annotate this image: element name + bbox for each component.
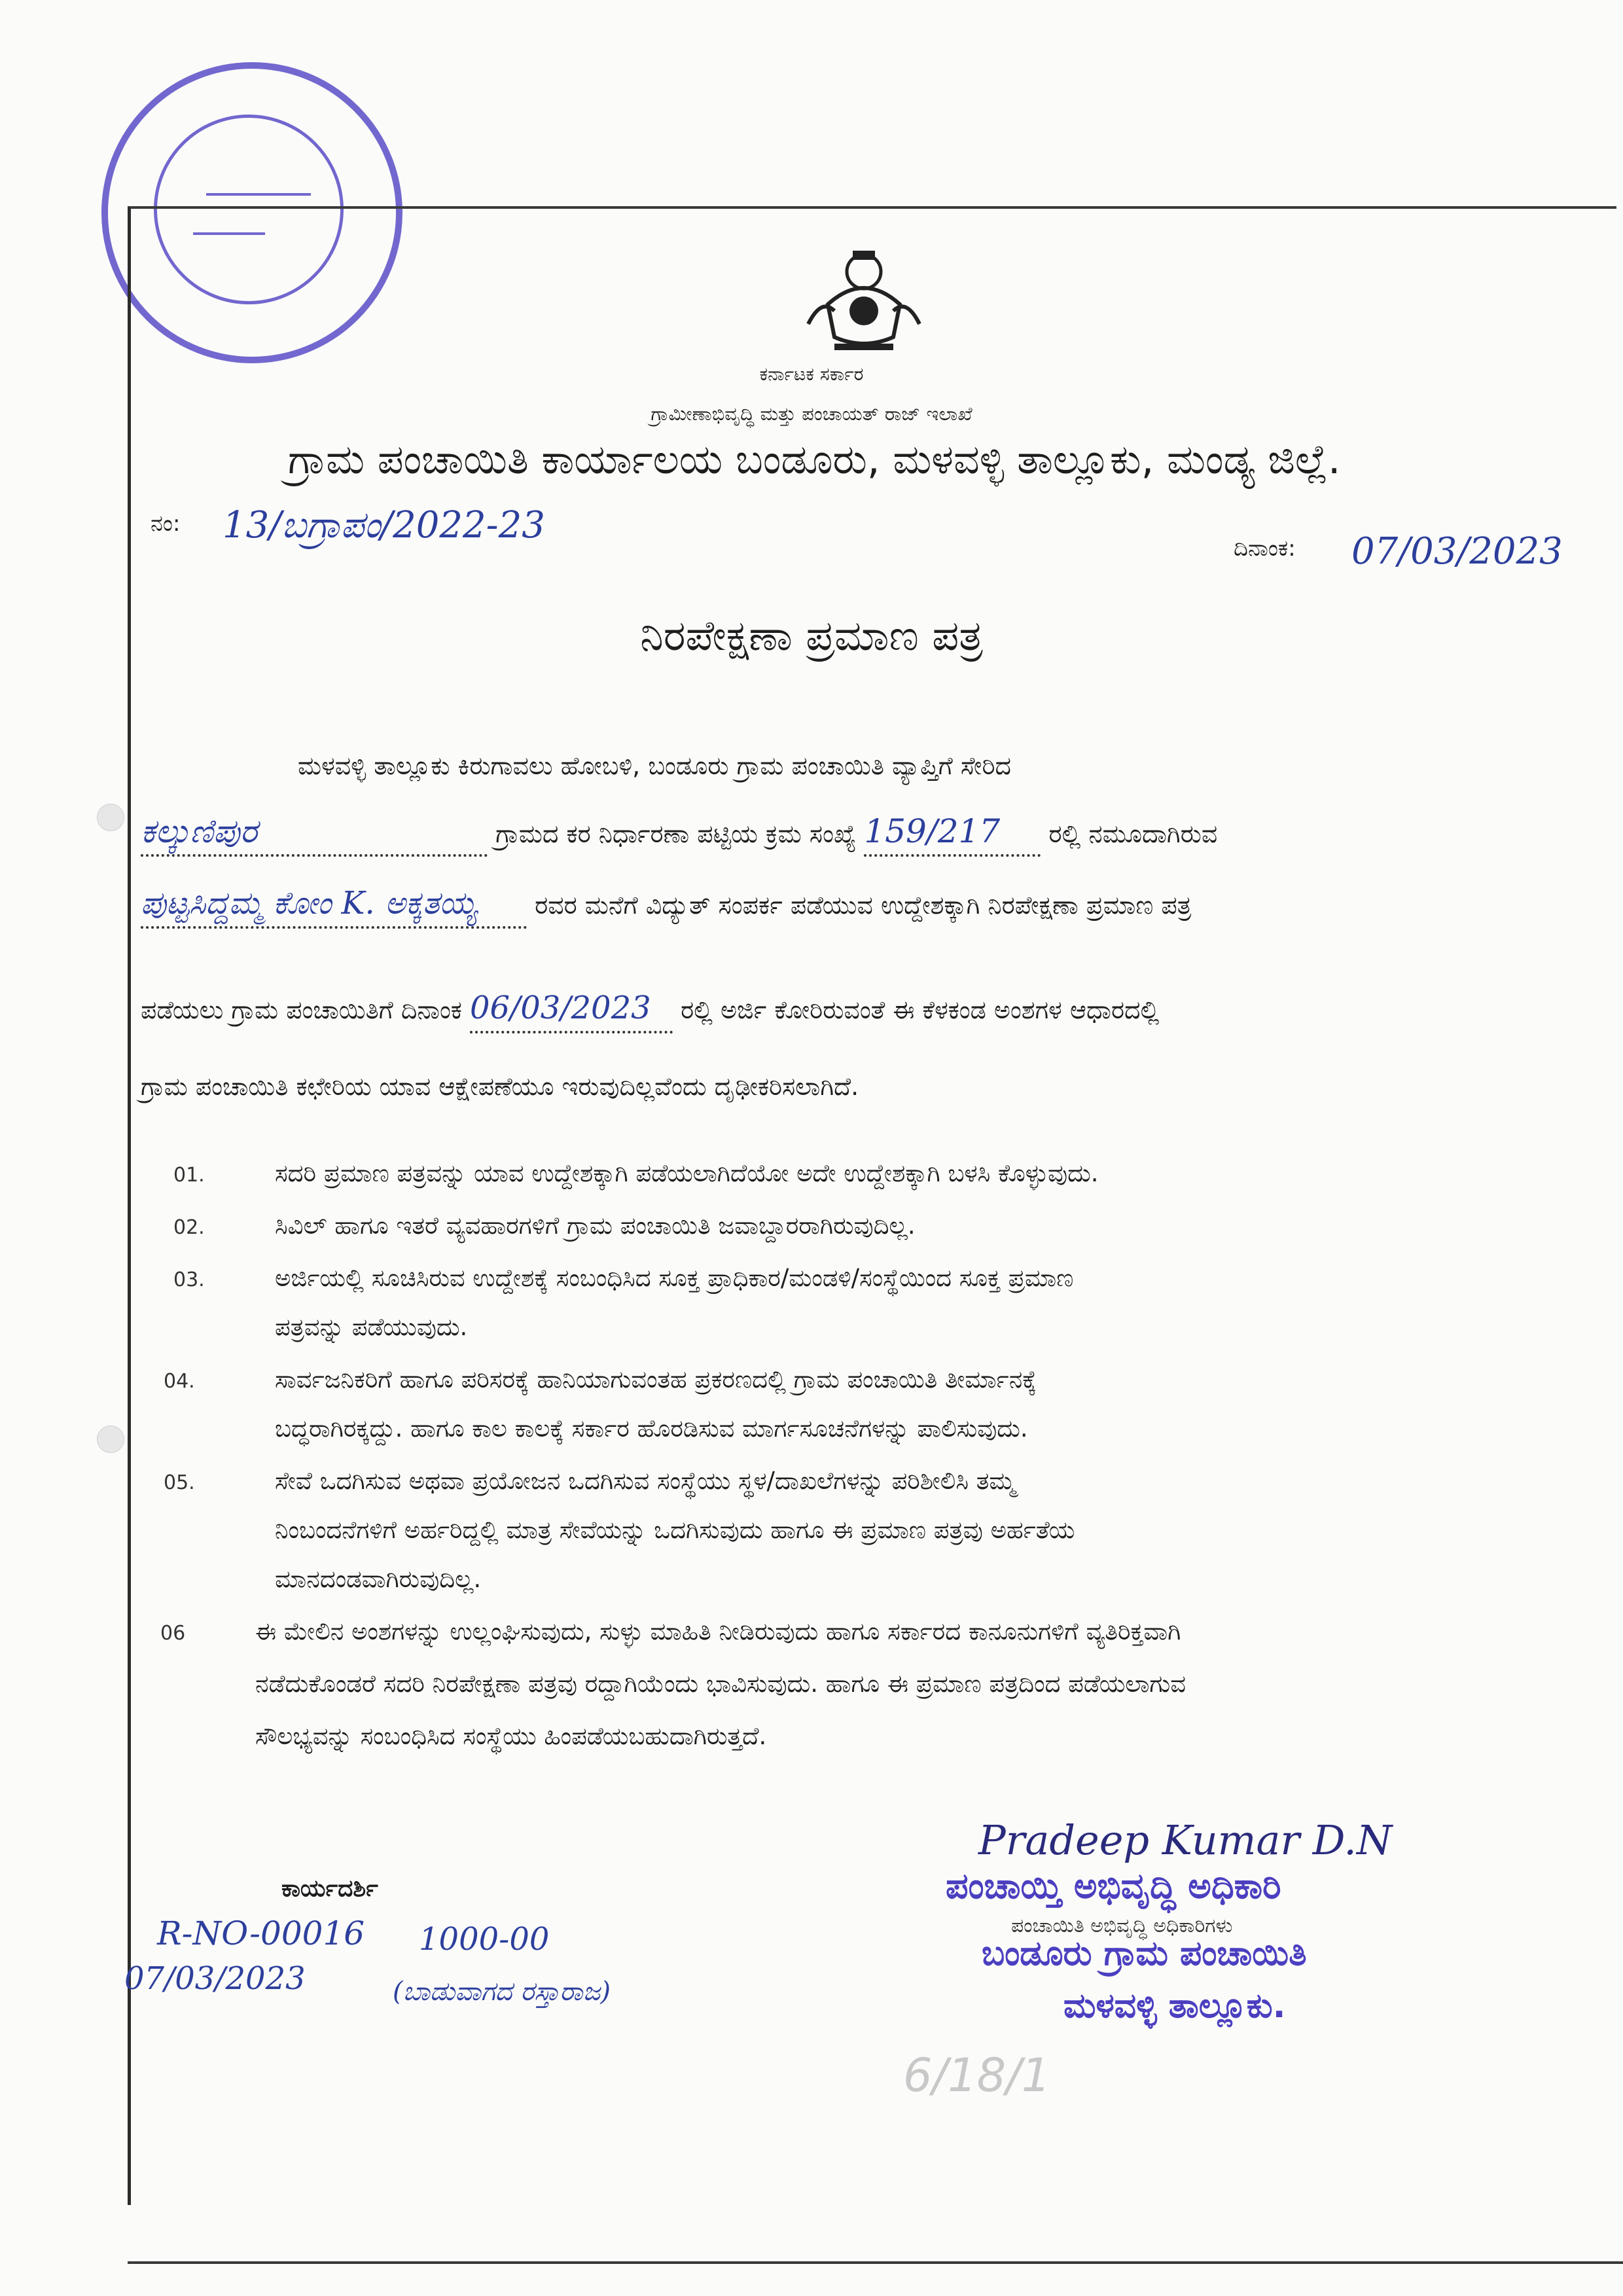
para-line2: ಗ್ರಾಮದ ಕರ ನಿರ್ಧಾರಣಾ ಪಟ್ಟಿಯ ಕ್ರಮ ಸಂಖ್ಯೆ: [495, 819, 857, 848]
secretary-label: ಕಾರ್ಯದರ್ಶಿ: [281, 1875, 378, 1902]
condition-text: ಸಾರ್ವಜನಿಕರಿಗೆ ಹಾಗೂ ಪರಿಸರಕ್ಕೆ ಹಾನಿಯಾಗುವಂತಹ ಪ್ರಕರಣದಲ್ಲಿ ಗ್ರಾಮ ಪಂಚಾಯಿತಿ ತೀರ್ಮಾನಕ್ಕೆ: [275, 1365, 1037, 1393]
date-value: 07/03/2023: [1351, 530, 1563, 573]
ref-no-label: ನಂ:: [151, 511, 181, 537]
condition-text: ನಿಂಬಂದನೆಗಳಿಗೆ ಅರ್ಹರಿದ್ದಲ್ಲಿ ಮಾತ್ರ ಸೇವೆಯನ್ನು ಒದಗಿಸುವುದು ಹಾಗೂ ಈ ಪ್ರಮಾಣ ಪತ್ರವು ಅರ್ಹತೆಯ: [275, 1516, 1075, 1544]
govt-name: ಕರ್ನಾಟಕ ಸರ್ಕಾರ: [759, 363, 864, 385]
receipt-date: 07/03/2023: [124, 1960, 306, 1997]
para-line5: ಗ್ರಾಮ ಪಂಚಾಯಿತಿ ಕಛೇರಿಯ ಯಾವ ಆಕ್ಷೇಪಣೆಯೂ ಇರುವುದಿಲ್ಲವೆಂದು ದೃಢೀಕರಿಸಲಾಗಿದೆ.: [141, 1072, 859, 1101]
village-fill: ಕಲ್ಕುಣಿಪುರ: [141, 808, 488, 857]
condition-text: ಸದರಿ ಪ್ರಮಾಣ ಪತ್ರವನ್ನು ಯಾವ ಉದ್ದೇಶಕ್ಕಾಗಿ ಪಡೆಯಲಾಗಿದೆಯೋ ಅದೇ ಉದ್ದೇಶಕ್ಕಾಗಿ ಬಳಸಿ ಕೊಳ್ಳುವುದು.: [275, 1159, 1099, 1187]
name-fill: ಪುಟ್ಟಸಿದ್ದಮ್ಮ ಕೋಂ K. ಅಕ್ಕತಯ್ಯ: [141, 880, 527, 929]
condition-text: ನಡೆದುಕೊಂಡರೆ ಸದರಿ ನಿರಪೇಕ್ಷಣಾ ಪತ್ರವು ರದ್ದಾಗಿಯೆಂದು ಭಾವಿಸುವುದು. ಹಾಗೂ ಈ ಪ್ರಮಾಣ ಪತ್ರದಿಂದ ಪಡೆಯಲಾಗುವ: [255, 1670, 1186, 1698]
pencil-note: 6/18/1: [903, 2049, 1051, 2102]
condition-text: ಮಾನದಂಡವಾಗಿರುವುದಿಲ್ಲ.: [275, 1565, 482, 1593]
condition-number: 01.: [173, 1164, 205, 1187]
para-line3: ರವರ ಮನೆಗೆ ವಿದ್ಯುತ್ ಸಂಪರ್ಕ ಪಡೆಯುವ ಉದ್ದೇಶಕ್ಕಾಗಿ ನಿರಪೇಕ್ಷಣಾ ಪ್ರಮಾಣ ಪತ್ರ: [535, 891, 1192, 920]
condition-text: ಸೌಲಭ್ಯವನ್ನು ಸಂಬಂಧಿಸಿದ ಸಂಸ್ಥೆಯು ಹಿಂಪಡೆಯಬಹುದಾಗಿರುತ್ತದೆ.: [255, 1722, 767, 1750]
condition-number: 04.: [164, 1370, 195, 1393]
date-label: ದಿನಾಂಕ:: [1234, 535, 1296, 562]
application-date-fill: 06/03/2023: [470, 985, 673, 1033]
seal-line: [206, 193, 311, 196]
condition-text: ಸೇವೆ ಒದಗಿಸುವ ಅಥವಾ ಪ್ರಯೋಜನ ಒದಗಿಸುವ ಸಂಸ್ಥೆಯು ಸ್ಥಳ/ದಾಖಲೆಗಳನ್ನು ಪರಿಶೀಲಿಸಿ ತಮ್ಮ: [275, 1467, 1016, 1495]
officer-signature: Pradeep Kumar D.N: [978, 1816, 1393, 1864]
condition-number: 06: [160, 1622, 186, 1645]
certificate-title: ನಿರಪೇಕ್ಷಣಾ ಪ್ರಮಾಣ ಪತ್ರ: [640, 612, 983, 660]
receipt-amount: 1000-00: [419, 1921, 550, 1958]
para-line2-end: ರಲ್ಲಿ ನಮೂದಾಗಿರುವ: [1048, 819, 1218, 848]
stamp-line: ಪಂಚಾಯಿತಿ ಅಭಿವೃದ್ಧಿ ಅಧಿಕಾರಿಗಳು: [1011, 1914, 1233, 1937]
condition-number: 05.: [164, 1471, 195, 1494]
condition-text: ಈ ಮೇಲಿನ ಅಂಶಗಳನ್ನು ಉಲ್ಲಂಘಿಸುವುದು, ಸುಳ್ಳು ಮಾಹಿತಿ ನೀಡಿರುವುದು ಹಾಗೂ ಸರ್ಕಾರದ ಕಾನೂನುಗಳಿಗೆ ವ್ಯತಿರಿಕ್ತವಾಗಿ: [255, 1617, 1181, 1645]
para-line4-end: ರಲ್ಲಿ ಅರ್ಜಿ ಕೋರಿರುವಂತೆ ಈ ಕೆಳಕಂಡ ಅಂಶಗಳ ಆಧಾರದಲ್ಲಿ: [681, 996, 1160, 1024]
para-line4-start: ಪಡೆಯಲು ಗ್ರಾಮ ಪಂಚಾಯಿತಿಗೆ ದಿನಾಂಕ: [141, 996, 462, 1024]
receipt-note: (ಬಾಡುವಾಗದ ರಸ್ತಾರಾಜ): [393, 1977, 611, 2007]
condition-number: 02.: [173, 1216, 205, 1239]
para-line1: ಮಳವಳ್ಳಿ ತಾಲ್ಲೂಕು ಕಿರುಗಾವಲು ಹೋಬಳಿ, ಬಂಡೂರು ಗ್ರಾಮ ಪಂಚಾಯಿತಿ ವ್ಯಾಪ್ತಿಗೆ ಸೇರಿದ: [298, 751, 1012, 780]
department-name: ಗ್ರಾಮೀಣಾಭಿವೃದ್ಧಿ ಮತ್ತು ಪಂಚಾಯತ್ ರಾಜ್ ಇಲಾಖೆ: [651, 403, 972, 425]
condition-text: ಪತ್ರವನ್ನು ಪಡೆಯುವುದು.: [275, 1313, 468, 1341]
serial-fill: 159/217: [864, 808, 1041, 857]
karnataka-emblem-icon: [802, 245, 926, 357]
stamp-line: ಪಂಚಾಯ್ತಿ ಅಭಿವೃದ್ಧಿ ಅಧಿಕಾರಿ: [946, 1865, 1281, 1907]
punch-hole: [97, 1426, 124, 1453]
receipt-number: R-NO-00016: [157, 1914, 365, 1952]
office-name: ಗ್ರಾಮ ಪಂಚಾಯಿತಿ ಕಾರ್ಯಾಲಯ ಬಂಡೂರು, ಮಳವಳ್ಳಿ ತಾಲ್ಲೂಕು, ಮಂಡ್ಯ ಜಿಲ್ಲೆ.: [288, 435, 1341, 483]
condition-text: ಸಿವಿಲ್ ಹಾಗೂ ಇತರೆ ವ್ಯವಹಾರಗಳಿಗೆ ಗ್ರಾಮ ಪಂಚಾಯಿತಿ ಜವಾಬ್ದಾರರಾಗಿರುವುದಿಲ್ಲ.: [275, 1211, 916, 1240]
stamp-line: ಬಂಡೂರು ಗ್ರಾಮ ಪಂಚಾಯಿತಿ: [982, 1934, 1307, 1973]
punch-hole: [97, 804, 124, 831]
condition-text: ಬದ್ಧರಾಗಿರಕ್ಕದ್ದು. ಹಾಗೂ ಕಾಲ ಕಾಲಕ್ಕೆ ಸರ್ಕಾರ ಹೊರಡಿಸುವ ಮಾರ್ಗಸೂಚನೆಗಳನ್ನು ಪಾಲಿಸುವುದು.: [275, 1414, 1028, 1443]
ref-no-value: 13/ಬಗ್ರಾಪಂ/2022-23: [223, 504, 545, 547]
condition-text: ಅರ್ಜಿಯಲ್ಲಿ ಸೂಚಿಸಿರುವ ಉದ್ದೇಶಕ್ಕೆ ಸಂಬಂಧಿಸಿದ ಸೂಕ್ತ ಪ್ರಾಧಿಕಾರ/ಮಂಡಳಿ/ಸಂಸ್ಥೆಯಿಂದ ಸೂಕ್ತ ಪ್ರಮಾಣ: [275, 1264, 1074, 1292]
condition-number: 03.: [173, 1268, 205, 1291]
stamp-line: ಮಳವಳ್ಳಿ ತಾಲ್ಲೂಕು.: [1063, 1986, 1286, 2026]
